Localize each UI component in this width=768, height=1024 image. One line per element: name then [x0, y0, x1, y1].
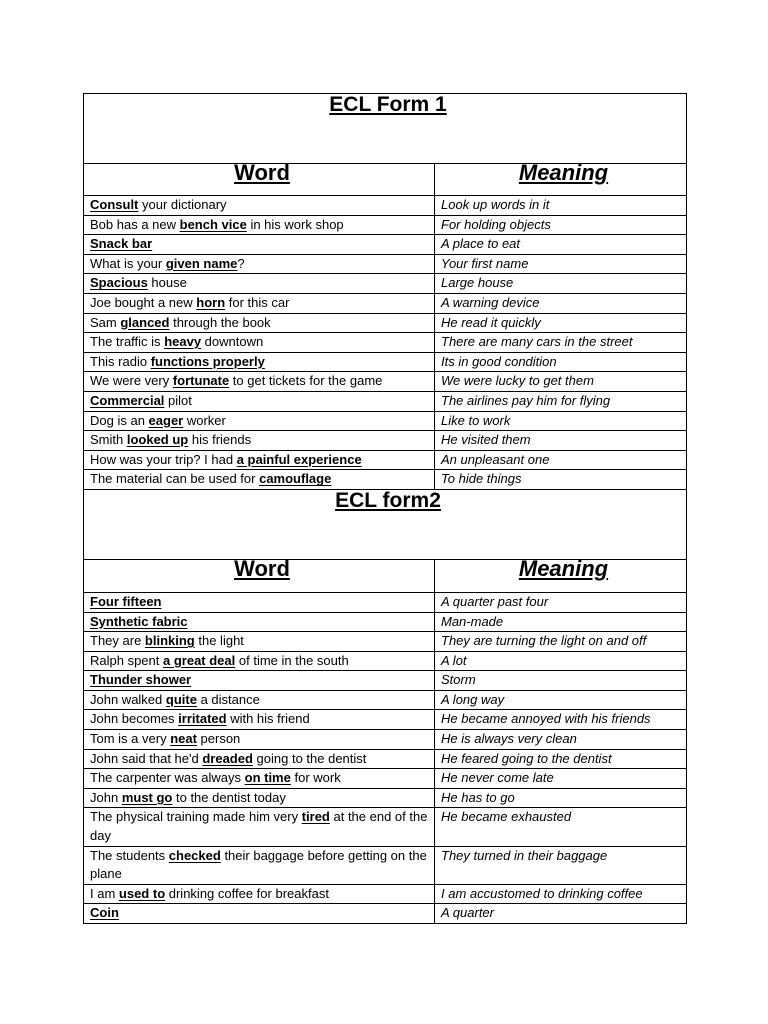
meaning-cell: Storm	[435, 671, 687, 691]
table-row	[84, 274, 687, 294]
table-row	[84, 313, 687, 333]
meaning-cell: Your first name	[435, 254, 687, 274]
word-cell	[84, 788, 435, 808]
sentence-text: their baggage before getting on the plane	[90, 847, 427, 882]
sentence-text: to get tickets for the game	[229, 373, 383, 389]
sentence-text: going to the dentist	[252, 750, 367, 766]
sentence-text: This radio	[90, 353, 151, 369]
sentence-text: in his work shop	[246, 216, 344, 232]
table-row	[84, 592, 687, 612]
keyword: horn	[196, 294, 226, 310]
vocabulary-table	[83, 93, 687, 924]
keyword: a painful experience	[236, 451, 362, 467]
vocabulary-table-body	[84, 94, 687, 924]
keyword: functions properly	[150, 353, 265, 369]
word-cell	[84, 196, 435, 216]
sentence-text: John walked	[90, 691, 166, 707]
word-cell	[84, 808, 435, 846]
sentence-text: through the book	[169, 314, 271, 330]
table-row	[84, 196, 687, 216]
keyword: Thunder shower	[90, 672, 192, 688]
meaning-cell: He visited them	[435, 431, 687, 451]
word-cell	[84, 884, 435, 904]
sentence-text: We were very	[90, 373, 173, 389]
sentence-text: John said that he'd	[90, 750, 203, 766]
word-cell	[84, 671, 435, 691]
vocabulary-document	[83, 93, 686, 924]
keyword: on time	[244, 770, 291, 786]
form2-word-header-cell	[84, 559, 435, 592]
table-row	[84, 632, 687, 652]
table-row	[84, 788, 687, 808]
word-cell	[84, 333, 435, 353]
word-cell	[84, 651, 435, 671]
word-cell	[84, 450, 435, 470]
keyword: Consult	[90, 197, 139, 212]
form1-title: ECL Form 1	[329, 93, 447, 116]
word-cell	[84, 592, 435, 612]
form1-title-row	[84, 94, 687, 164]
table-row	[84, 450, 687, 470]
word-cell	[84, 235, 435, 255]
table-row	[84, 391, 687, 411]
meaning-cell: There are many cars in the street	[435, 333, 687, 353]
meaning-cell: A lot	[435, 651, 687, 671]
word-cell	[84, 710, 435, 730]
meaning-cell: Like to work	[435, 411, 687, 431]
sentence-text: house	[147, 275, 187, 291]
keyword: eager	[148, 412, 184, 428]
table-row	[84, 333, 687, 353]
meaning-cell: An unpleasant one	[435, 450, 687, 470]
sentence-text: to the dentist today	[172, 789, 286, 805]
table-row	[84, 769, 687, 789]
form2-title-cell	[84, 489, 687, 559]
keyword: used to	[118, 885, 166, 901]
sentence-text: The students	[90, 847, 169, 863]
table-row	[84, 612, 687, 632]
word-cell	[84, 431, 435, 451]
sentence-text: the light	[194, 633, 244, 649]
word-cell	[84, 254, 435, 274]
meaning-cell: To hide things	[435, 470, 687, 490]
form2-header-row	[84, 559, 687, 592]
meaning-cell: A place to eat	[435, 235, 687, 255]
table-row	[84, 808, 687, 846]
meaning-cell: They turned in their baggage	[435, 846, 687, 884]
keyword: irritated	[178, 711, 227, 727]
word-cell	[84, 391, 435, 411]
form1-header-row	[84, 164, 687, 196]
keyword: checked	[168, 847, 221, 863]
sentence-text: ?	[237, 255, 245, 271]
form1-meaning-header-cell	[435, 164, 687, 196]
meaning-cell: A quarter	[435, 904, 687, 924]
sentence-text: for this car	[225, 294, 290, 310]
form1-meaning-header: Meaning	[518, 163, 609, 185]
meaning-cell: Man-made	[435, 612, 687, 632]
meaning-cell: For holding objects	[435, 215, 687, 235]
sentence-text: Sam	[90, 314, 121, 330]
keyword: camouflage	[259, 471, 332, 487]
table-row	[84, 411, 687, 431]
word-cell	[84, 769, 435, 789]
table-row	[84, 904, 687, 924]
form2-word-header: Word	[234, 559, 290, 581]
meaning-cell: Its in good condition	[435, 352, 687, 372]
table-row	[84, 254, 687, 274]
keyword: Four fifteen	[90, 593, 162, 609]
sentence-text: person	[196, 731, 241, 747]
table-row	[84, 235, 687, 255]
sentence-text: worker	[183, 412, 226, 428]
form1-word-header-cell	[84, 164, 435, 196]
table-row	[84, 352, 687, 372]
sentence-text: The traffic is	[90, 334, 165, 350]
sentence-text: drinking coffee for breakfast	[165, 885, 329, 901]
word-cell	[84, 411, 435, 431]
word-cell	[84, 846, 435, 884]
meaning-cell: He is always very clean	[435, 730, 687, 750]
meaning-cell: He has to go	[435, 788, 687, 808]
meaning-cell: He became exhausted	[435, 808, 687, 846]
sentence-text: Smith	[90, 432, 127, 448]
keyword: bench vice	[179, 216, 247, 232]
form2-meaning-header: Meaning	[518, 559, 609, 581]
table-row	[84, 470, 687, 490]
word-cell	[84, 274, 435, 294]
meaning-cell: Large house	[435, 274, 687, 294]
word-cell	[84, 749, 435, 769]
keyword: dreaded	[202, 750, 253, 766]
table-row	[84, 749, 687, 769]
table-row	[84, 671, 687, 691]
meaning-cell: I am accustomed to drinking coffee	[435, 884, 687, 904]
table-row	[84, 730, 687, 750]
form2-title-row	[84, 489, 687, 559]
keyword: Coin	[90, 905, 119, 921]
word-cell	[84, 352, 435, 372]
keyword: must go	[121, 789, 173, 805]
meaning-cell: They are turning the light on and off	[435, 632, 687, 652]
table-row	[84, 651, 687, 671]
meaning-cell: He read it quickly	[435, 313, 687, 333]
form2-meaning-header-cell	[435, 559, 687, 592]
sentence-text: John	[90, 789, 122, 805]
form1-title-cell	[84, 94, 687, 164]
table-row	[84, 690, 687, 710]
keyword: Synthetic fabric	[90, 613, 188, 629]
meaning-cell: Look up words in it	[435, 196, 687, 216]
meaning-cell: A long way	[435, 690, 687, 710]
sentence-text: The carpenter was always	[90, 770, 245, 786]
keyword: blinking	[144, 633, 195, 649]
form2-title: ECL form2	[335, 489, 441, 512]
sentence-text: John becomes	[90, 711, 179, 727]
sentence-text: I am	[90, 885, 119, 901]
sentence-text: What is your	[90, 255, 166, 271]
word-cell	[84, 372, 435, 392]
word-cell	[84, 690, 435, 710]
word-cell	[84, 730, 435, 750]
keyword: heavy	[164, 334, 202, 350]
sentence-text: of time in the south	[235, 652, 349, 668]
keyword: neat	[170, 731, 197, 747]
sentence-text: Bob has a new	[90, 216, 180, 232]
keyword: given name	[165, 255, 238, 271]
sentence-text: Dog is an	[90, 412, 149, 428]
sentence-text: his friends	[188, 432, 252, 448]
sentence-text: They are	[90, 633, 145, 649]
word-cell	[84, 215, 435, 235]
meaning-cell: He became annoyed with his friends	[435, 710, 687, 730]
sentence-text: How was your trip? I had	[90, 451, 237, 467]
keyword: looked up	[126, 432, 189, 448]
keyword: glanced	[120, 314, 170, 330]
table-row	[84, 884, 687, 904]
sentence-text: your dictionary	[138, 197, 227, 212]
keyword: Spacious	[90, 275, 148, 291]
sentence-text: The physical training made him very	[90, 809, 302, 825]
meaning-cell: A warning device	[435, 293, 687, 313]
sentence-text: downtown	[201, 334, 264, 350]
word-cell	[84, 632, 435, 652]
sentence-text: with his friend	[226, 711, 310, 727]
keyword: quite	[165, 691, 197, 707]
keyword: Commercial	[90, 392, 165, 408]
meaning-cell: He feared going to the dentist	[435, 749, 687, 769]
sentence-text: pilot	[164, 392, 192, 408]
word-cell	[84, 293, 435, 313]
table-row	[84, 710, 687, 730]
sentence-text: at the end of the day	[90, 809, 428, 844]
table-row	[84, 215, 687, 235]
sentence-text: Joe bought a new	[90, 294, 197, 310]
table-row	[84, 431, 687, 451]
table-row	[84, 846, 687, 884]
form1-word-header: Word	[234, 163, 290, 185]
word-cell	[84, 612, 435, 632]
sentence-text: for work	[290, 770, 341, 786]
keyword: a great deal	[163, 652, 236, 668]
table-row	[84, 372, 687, 392]
word-cell	[84, 470, 435, 490]
meaning-cell: The airlines pay him for flying	[435, 391, 687, 411]
keyword: Snack bar	[90, 236, 153, 252]
meaning-cell: A quarter past four	[435, 592, 687, 612]
sentence-text: Ralph spent	[90, 652, 163, 668]
keyword: fortunate	[172, 373, 230, 389]
word-cell	[84, 313, 435, 333]
word-cell	[84, 904, 435, 924]
keyword: tired	[301, 809, 330, 825]
sentence-text: The material can be used for	[90, 471, 260, 487]
meaning-cell: We were lucky to get them	[435, 372, 687, 392]
sentence-text: a distance	[196, 691, 260, 707]
meaning-cell: He never come late	[435, 769, 687, 789]
sentence-text: Tom is a very	[90, 731, 171, 747]
table-row	[84, 293, 687, 313]
